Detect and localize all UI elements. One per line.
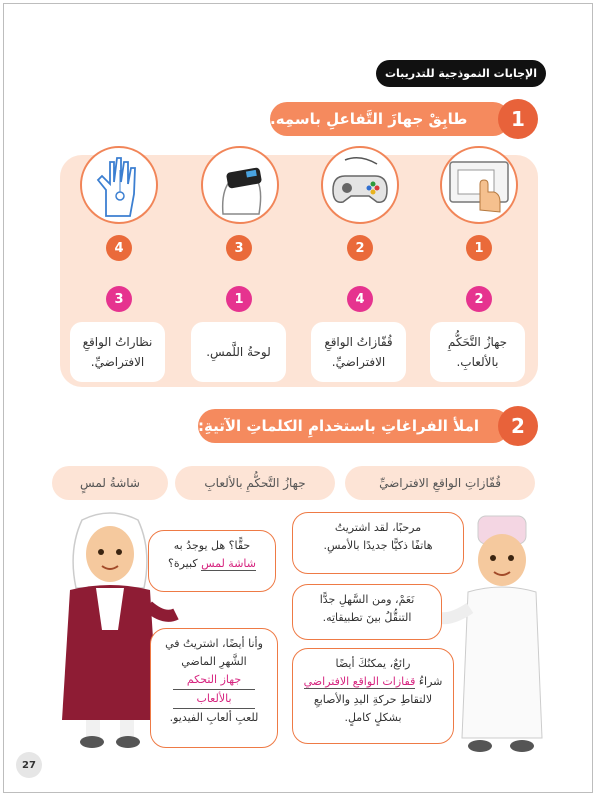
- device-label: قُفّازاتُ الواقعِ الافتراضيِّ.: [311, 322, 406, 382]
- bubble-line: مرحبًا، لقد اشتريتُ: [334, 521, 422, 534]
- device-label: لوحةُ اللَّمسِ.: [191, 322, 286, 382]
- section1-title: طابِقْ جهازَ التَّفاعلِ باسمِه.: [270, 102, 510, 136]
- vr-headset-icon: [201, 146, 279, 224]
- girl-speech-bubble-2: [150, 628, 278, 748]
- answer-number: 3: [106, 286, 132, 312]
- filled-answer: جهاز التحكم: [173, 671, 255, 690]
- device-label: نظاراتُ الواقعِ الافتراضيِّ.: [70, 322, 165, 382]
- answer-number: 2: [466, 286, 492, 312]
- filled-answer: قفازات الواقع الافتراضي: [303, 675, 416, 688]
- boy-speech-bubble-3: [292, 648, 454, 744]
- filled-answer: شاشة لمس: [201, 557, 256, 570]
- bubble-line: لالتقاطِ حركةِ اليدِ والأصابعِ: [313, 693, 433, 706]
- bubble-line: للعبِ ألعابِ الفيديو.: [169, 711, 259, 724]
- device-number: 3: [226, 235, 252, 261]
- bubble-line: هاتفًا ذكيًّا جديدًا بالأمسِ.: [323, 539, 433, 552]
- boy-speech-bubble-1: [292, 512, 464, 574]
- word-bank-item: شاشةُ لمسٍ: [52, 466, 168, 500]
- bubble-line: حقًّا؟ هل يوجدُ به: [173, 539, 251, 552]
- answer-number: 1: [226, 286, 252, 312]
- vr-glove-icon: [80, 146, 158, 224]
- device-number: 2: [347, 235, 373, 261]
- boy-speech-bubble-2: [292, 584, 442, 640]
- section2-number: 2: [498, 406, 538, 446]
- bubble-line: نَعَمْ، ومن السَّهلِ جدًّا: [319, 593, 415, 606]
- bubble-line: رائعٌ، يمكنُكَ أيضًا: [335, 657, 411, 670]
- answer-number: 4: [347, 286, 373, 312]
- page-number: 27: [16, 752, 42, 778]
- bubble-line: وأنا أيضًا، اشتريتُ في: [165, 637, 263, 650]
- device-label: جهازُ التَّحَكُّمِ بالألعابِ.: [430, 322, 525, 382]
- filled-answer: بالألعاب: [173, 690, 255, 709]
- section2-title: املأ الفراغاتِ باستخدامِ الكلماتِ الآتيةِ:: [198, 409, 510, 443]
- section1-number: 1: [498, 99, 538, 139]
- bubble-line: بشكلٍ كاملٍ.: [344, 711, 402, 724]
- bubble-line: شراءُ: [418, 675, 443, 688]
- page-header: الإجابات النموذجية للتدريبات: [376, 60, 546, 87]
- bubble-line: كبيرة؟: [168, 557, 198, 570]
- touchpad-icon: [440, 146, 518, 224]
- word-bank-item: جهازُ التَّحكُّمِ بالألعابِ: [175, 466, 335, 500]
- girl-speech-bubble-1: [148, 530, 276, 592]
- bubble-line: الشَّهرِ الماضي: [181, 655, 247, 668]
- game-controller-icon: [321, 146, 399, 224]
- device-number: 4: [106, 235, 132, 261]
- device-number: 1: [466, 235, 492, 261]
- word-bank-item: قُفّازاتِ الواقعِ الافتراضيِّ: [345, 466, 535, 500]
- bubble-line: التنقُّلُ بينَ تطبيقاتِه.: [322, 611, 412, 624]
